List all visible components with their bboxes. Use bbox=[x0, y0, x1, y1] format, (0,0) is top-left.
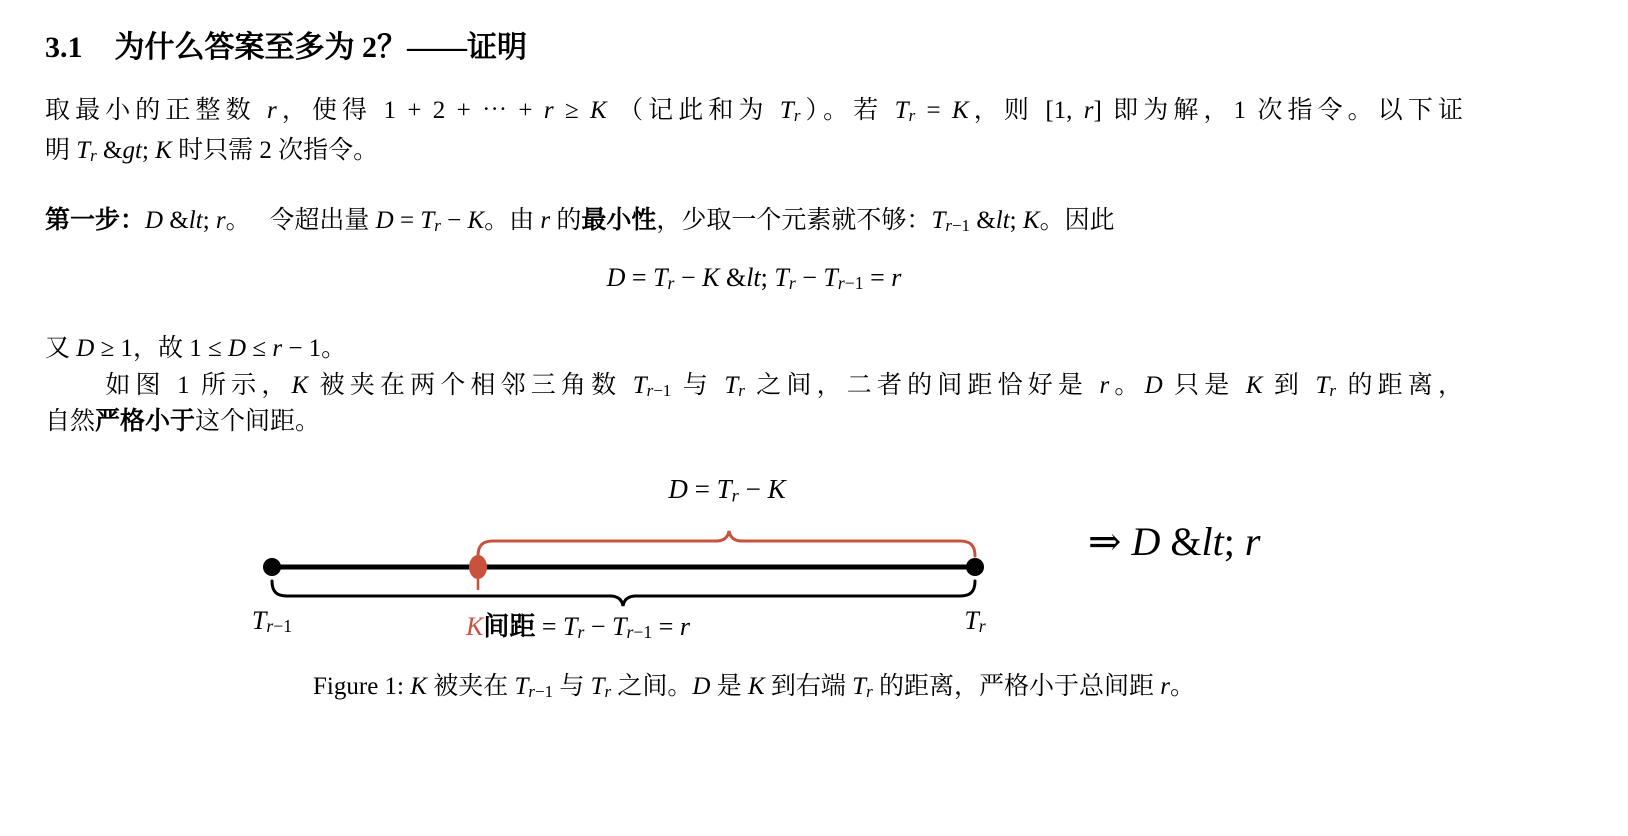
figure-1-diagram bbox=[0, 460, 1628, 666]
paragraph-1-line-1: 取最小的正整数 r，使得 1 + 2 + ⋯ + r ≥ K （记此和为 $T_r$）。若 $T_r = K$，则 [1, r] 即为解，1 次指令。以下证 bbox=[45, 97, 1463, 126]
number-line-drawing bbox=[0, 460, 1628, 666]
paragraph-3-line-3: 自然严格小于这个间距。 bbox=[45, 408, 321, 435]
underbrace-gap-r bbox=[272, 581, 975, 606]
left-point-label: $T_{r-1}$ bbox=[251, 606, 293, 637]
right-point-label: $T_r$ bbox=[964, 606, 986, 637]
implies-label: ⇒ D &lt; r bbox=[1088, 519, 1261, 564]
step-1-paragraph: 第一步：D &lt; r。 令超出量 $D = T_r - K$。由 r 的最小性，少取一个元素就不够：$T_{r-1}$ &lt; K。因此 bbox=[45, 207, 1115, 236]
paragraph-1-line-2: 明 $T_r$ &gt; K 时只需 2 次指令。 bbox=[45, 137, 379, 166]
underbrace-label: K间距 = $T_r - T_{r-1} = r$ bbox=[466, 612, 691, 643]
overbrace-distance-d bbox=[478, 531, 975, 556]
section-title: 为什么答案至多为 2？——证明 bbox=[114, 31, 527, 64]
figure-caption: Figure 1: K 被夹在 $T_{r-1}$ 与 $T_r$ 之间。D 是 K 到右端 $T_r$ 的距离，严格小于总间距 r。 bbox=[313, 673, 1195, 702]
paragraph-3-line-2: 如图 1 所示，K 被夹在两个相邻三角数 $T_{r-1}$ 与 $T_r$ 之间，二者的间距恰好是 r。D 只是 K 到 $T_r$ 的距离， bbox=[45, 372, 1463, 401]
paragraph-3-line-1: 又 D ≥ 1，故 1 ≤ D ≤ r − 1。 bbox=[45, 335, 347, 362]
overbrace-label: $D = T_r - K$ bbox=[668, 474, 786, 506]
right-endpoint-dot bbox=[966, 558, 984, 576]
left-endpoint-dot bbox=[263, 558, 281, 576]
section-heading bbox=[45, 22, 527, 66]
section-number: 3.1 bbox=[45, 31, 83, 64]
display-equation: $D = T_r - K$ &lt; $T_r - T_{r-1} = r$ bbox=[606, 263, 902, 294]
